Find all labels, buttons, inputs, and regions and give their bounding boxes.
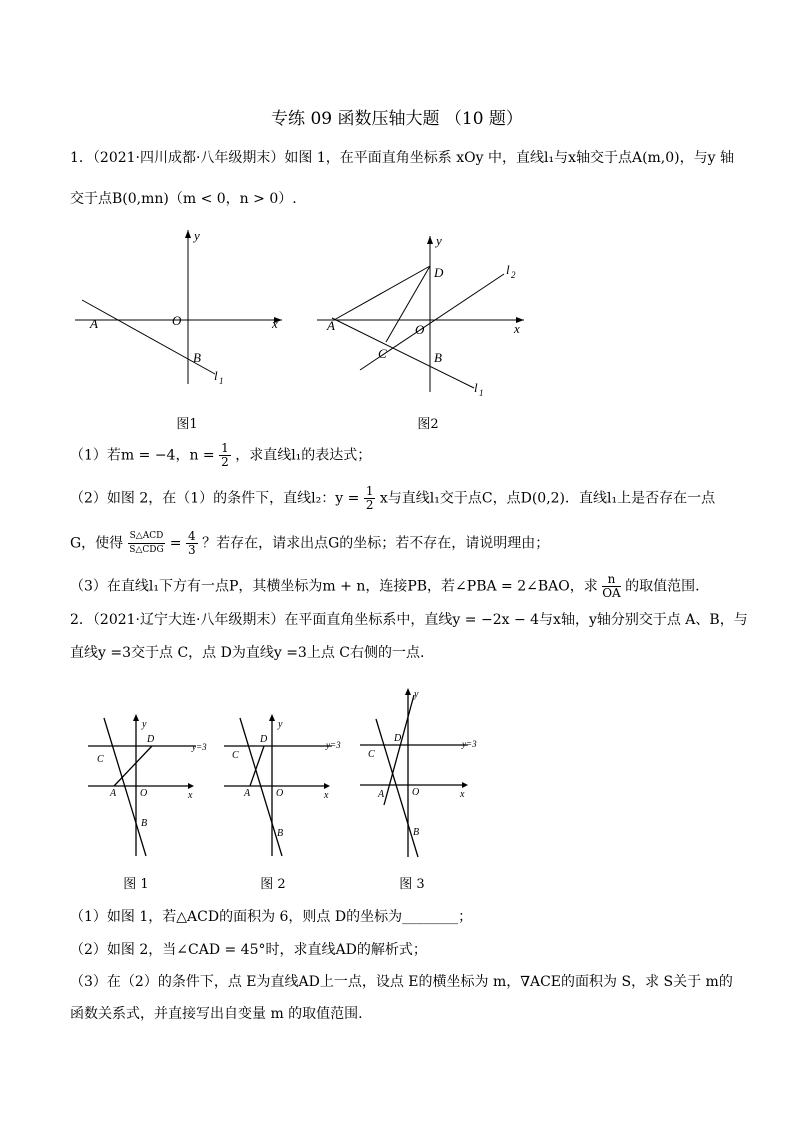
p2f2-origin-label: O (276, 788, 284, 799)
problem-2-stem-line-1: 2．（2021·辽宁大连·八年级期末）在平面直角坐标系中，直线y = −2x − 4与x轴，y轴分别交于点 A、B，与 (70, 612, 748, 628)
problem-1-question-2-continued: G，使得 $\frac{\text{S△ACD}}{\text{S△CDG}}$ = $\frac{4}{3}$ ？若存在，请求出点G的坐标；若不存在，请说明理由； (70, 529, 550, 557)
problem-1-figure-1-caption: 图1 (176, 417, 198, 432)
p2f3-point-d-label: D (394, 733, 402, 744)
p2f2-x-label: x (324, 790, 329, 801)
p2f3-point-a-label: A (378, 789, 385, 800)
problem-2-stem-line-2: 直线y =3交于点 C，点 D为直线y =3上点 C右侧的一点. (70, 645, 425, 661)
p2f1-origin-label: O (140, 788, 148, 799)
problem-1-figure-2 (312, 230, 532, 400)
fig1-point-b-label: B (193, 350, 201, 365)
problem-1-figure-1 (70, 222, 290, 392)
p2f1-line-y3-label: y=3 (192, 742, 207, 752)
p2f3-point-c-label: C (368, 749, 375, 760)
fig1-line-l1-label: l (214, 368, 218, 383)
fig2-line-l2-label: l (506, 262, 510, 277)
fig2-point-c-label: C (378, 346, 387, 361)
p2f3-y-label: y (414, 689, 419, 700)
problem-1-stem-line-1: 1．（2021·四川成都·八年级期末）如图 1，在平面直角坐标系 xOy 中，直线l₁与x轴交于点A(m,0)，与y 轴 (70, 150, 734, 166)
problem-1-question-2: （2）如图 2，在（1）的条件下，直线l₂：y = $\frac{1}{2}$ x与直线l₁交于点C，点D(0,2)．直线l₁上是否存在一点 (70, 484, 716, 512)
p2f3-x-label: x (460, 789, 465, 800)
p2f1-point-c-label: C (97, 754, 104, 765)
fig2-line-l1-subscript: 1 (479, 388, 484, 398)
problem-1-stem-line-2: 交于点B(0,mn)（m < 0，n > 0）. (70, 191, 297, 207)
p2f2-point-b-label: B (277, 828, 284, 839)
fig1-y-label: y (194, 228, 200, 243)
fig2-point-d-label: D (434, 265, 444, 280)
problem-2-figure-2 (220, 710, 345, 860)
problem-1-question-1: （1）若m = −4，n = $\frac{1}{2}$ ，求直线l₁的表达式； (70, 441, 372, 469)
p2f2-point-c-label: C (232, 750, 239, 761)
p2f1-point-a-label: A (110, 788, 117, 799)
problem-2-question-3-line-2: 函数关系式，并直接写出自变量 m 的取值范围. (70, 1006, 363, 1022)
problem-2-question-2: （2）如图 2，当∠CAD = 45°时，求直线AD的解析式； (70, 942, 427, 958)
fig2-line-l2-subscript: 2 (511, 270, 516, 280)
problem-2-figure-1-caption: 图 1 (123, 877, 149, 892)
fig1-origin-label: O (172, 313, 182, 328)
p2f1-x-label: x (188, 790, 193, 801)
p2f3-point-b-label: B (413, 827, 420, 838)
problem-2-figure-3-caption: 图 3 (399, 877, 425, 892)
problem-2-question-1: （1）如图 1，若△ACD的面积为 6，则点 D的坐标为________； (70, 909, 473, 925)
p2f1-point-b-label: B (141, 818, 148, 829)
page-title: 专练 09 函数压轴大题 （10 题） (271, 109, 523, 129)
fig2-point-a-label: A (327, 318, 335, 333)
p2f2-line-y3-label: y=3 (326, 740, 341, 750)
fig1-x-label: x (272, 316, 278, 331)
problem-1-figure-2-caption: 图2 (417, 417, 439, 432)
fig2-x-label: x (514, 321, 520, 336)
fig2-point-b-label: B (434, 350, 442, 365)
p2f2-y-label: y (278, 719, 283, 730)
problem-2-figure-1 (84, 710, 209, 860)
fig2-line-l1-label: l (474, 380, 478, 395)
p2f1-point-d-label: D (147, 734, 155, 745)
fig2-y-label: y (436, 233, 442, 248)
p2f2-point-a-label: A (244, 788, 251, 799)
problem-2-question-3-line-1: （3）在（2）的条件下，点 E为直线AD上一点，设点 E的横坐标为 m，∇ACE的面积为 S，求 S关于 m的 (70, 974, 733, 990)
p2f1-y-label: y (142, 719, 147, 730)
problem-1-question-3: （3）在直线l₁下方有一点P，其横坐标为m + n，连接PB，若∠PBA = 2∠BAO，求 $\frac{n}{OA}$ 的取值范围. (70, 572, 700, 600)
p2f3-line-y3-label: y=3 (462, 739, 477, 749)
problem-2-figure-2-caption: 图 2 (260, 877, 286, 892)
fig1-line-l1-subscript: 1 (219, 376, 224, 386)
fig1-point-a-label: A (90, 316, 98, 331)
fig2-origin-label: O (415, 322, 425, 337)
p2f2-point-d-label: D (260, 734, 268, 745)
p2f3-origin-label: O (412, 787, 420, 798)
problem-2-figure-3 (356, 685, 486, 860)
